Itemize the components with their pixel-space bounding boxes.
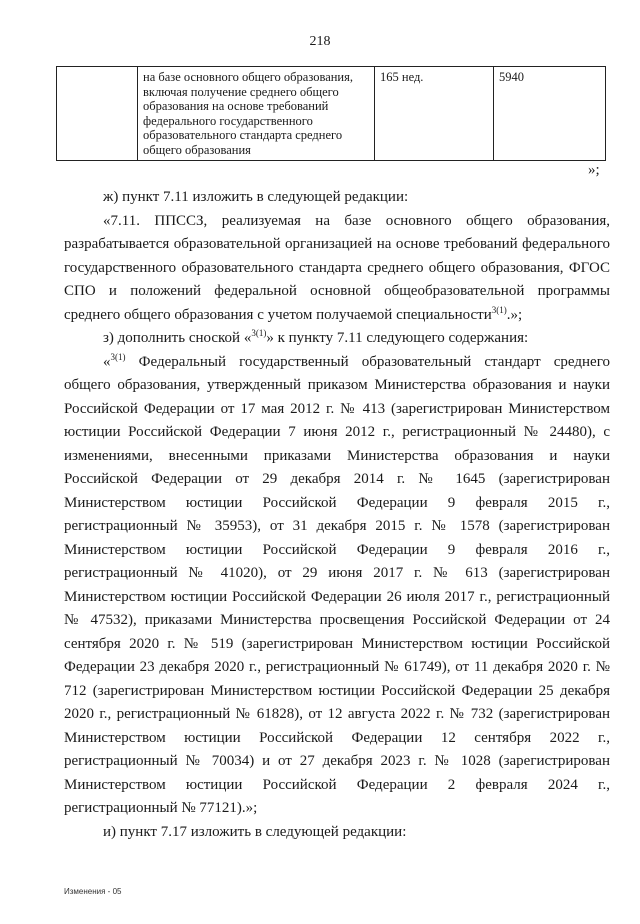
- data-table: [56, 66, 606, 161]
- table-row: [57, 67, 606, 161]
- paragraph-item-i: [64, 821, 610, 845]
- footnote-ref: 3(1): [110, 351, 126, 362]
- paragraph-text-head: «: [103, 353, 111, 370]
- footnote-ref: 3(1): [491, 304, 507, 315]
- paragraph-footnote-text: [64, 351, 610, 821]
- paragraph-text-tail: .»;: [506, 306, 523, 323]
- paragraph-text: з) дополнить сноской «: [103, 330, 252, 346]
- paragraph-text: и) пункт 7.17 изложить в следующей редакции:: [103, 823, 407, 840]
- table-cell-description: на базе основного общего образования, включая получение среднего общего образования на основе требований федерального государственного образовательного стандарта среднего общего образования: [138, 67, 375, 161]
- document-body: [64, 186, 610, 844]
- paragraph-text: «7.11. ППССЗ, реализуемая на базе основного общего образования, разрабатывается образовательной организацией на основе требований федерального государственного образовательного стандарта среднего общего образования, ФГОС СПО и положений федеральной основной общеобразовательной программы среднего общего образования с учетом получаемой специальности: [64, 212, 610, 323]
- table-cell-hours: 5940: [494, 67, 606, 161]
- footnote-ref: 3(1): [251, 328, 267, 338]
- paragraph-text-tail: » к пункту 7.11 следующего содержания:: [266, 330, 529, 346]
- paragraph-item-zh: [64, 186, 610, 210]
- paragraph-item-z: [64, 327, 610, 351]
- paragraph-text: ж) пункт 7.11 изложить в следующей редакции:: [103, 189, 409, 205]
- paragraph-text: Федеральный государственный образовательный стандарт среднего общего образования, утвержденный приказом Министерства образования и науки Российской Федерации от 17 мая 2012 г. № 413 (зарегистрирован Министерством юстиции Российской Федерации 7 июня 2012 г., регистрационный № 24480), с изменениями, внесенными приказами Министерства образования и науки Российской Федерации от 29 декабря 2014 г. № 1645 (зарегистрирован Министерством юстиции Российской Федерации 9 февраля 2015 г., регистрационный № 35953), от 31 декабря 2015 г. № 1578 (зарегистрирован Министерством юстиции Российской Федерации 9 февраля 2016 г., регистрационный № 41020), от 29 июня 2017 г. № 613 (зарегистрирован Министерством юстиции Российской Федерации 26 июля 2017 г., регистрационный № 47532), приказами Министерства просвещения Российской Федерации от 24 сентября 2020 г. № 519 (зарегистрирован Министерством юстиции Российской Федерации 23 декабря 2020 г., регистрационный № 61749), от 11 декабря 2020 г. № 712 (зарегистрирован Министерством юстиции Российской Федерации 25 декабря 2020 г., регистрационный № 61828), от 12 августа 2022 г. № 732 (зарегистрирован Министерством юстиции Российской Федерации 12 сентября 2022 г., регистрационный № 70034) и от 27 декабря 2023 г. № 1028 (зарегистрирован Министерством юстиции Российской Федерации 2 февраля 2024 г., регистрационный № 77121).»;: [64, 353, 610, 816]
- page-number: 218: [309, 34, 331, 49]
- table-cell-duration: 165 нед.: [375, 67, 494, 161]
- paragraph-point-7-11: [64, 210, 610, 328]
- table-closing-quote: »;: [588, 162, 600, 178]
- table-cell-empty: [57, 67, 138, 161]
- footer-label: Изменения - 05: [64, 887, 122, 896]
